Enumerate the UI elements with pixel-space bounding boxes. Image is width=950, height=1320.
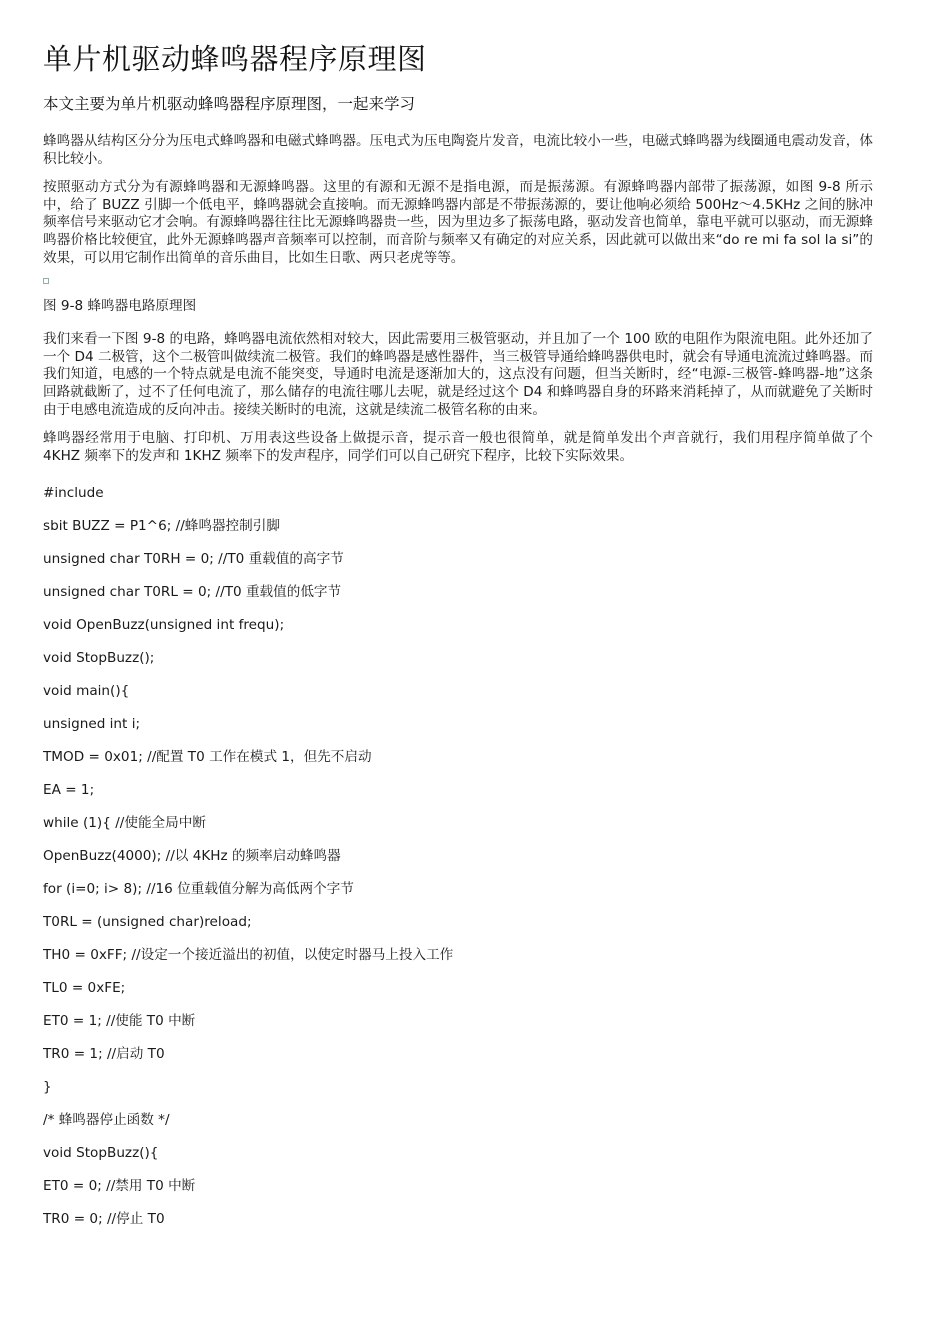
paragraph-circuit-analysis: 我们来看一下图 9-8 的电路，蜂鸣器电流依然相对较大，因此需要用三极管驱动，并且加了一个 100 欧的电阻作为限流电阻。此外还加了一个 D4 二极管，这个二极管叫做续流二极管。我们的蜂鸣器是感性器件，当三极管导通给蜂鸣器供电时，就会有导通电流流过蜂鸣器。而我们知道，电感的一个特点就是电流不能突变，导通时电流是逐渐加大的，这点没有问题，但当关断时，经“电源-三极管-蜂鸣器-地”这条回路就截断了，过不了任何电流了，那么储存的电流往哪儿去呢，就是经过这个 D4 和蜂鸣器自身的环路来消耗掉了，从而就避免了关断时由于电感电流造成的反向冲击。接续关断时的电流，这就是续流二极管名称的由来。	[43, 331, 873, 418]
code-line: /* 蜂鸣器停止函数 */	[43, 1112, 170, 1129]
page-subtitle: 本文主要为单片机驱动蜂鸣器程序原理图，一起来学习	[43, 95, 416, 113]
code-line: while (1){ //使能全局中断	[43, 815, 206, 832]
code-line: TR0 = 0; //停止 T0	[43, 1211, 165, 1228]
code-line: TL0 = 0xFE;	[43, 980, 126, 997]
code-line: void StopBuzz(){	[43, 1145, 159, 1162]
code-line: unsigned int i;	[43, 716, 141, 733]
page-title: 单片机驱动蜂鸣器程序原理图	[43, 42, 427, 76]
code-line: void main(){	[43, 683, 130, 700]
paragraph-buzzer-types: 蜂鸣器从结构区分分为压电式蜂鸣器和电磁式蜂鸣器。压电式为压电陶瓷片发音，电流比较小一些，电磁式蜂鸣器为线圈通电震动发音，体积比较小。	[43, 133, 873, 167]
code-line: unsigned char T0RL = 0; //T0 重载值的低字节	[43, 584, 342, 601]
code-line: }	[43, 1079, 52, 1096]
code-listing	[43, 484, 873, 1228]
figure-caption: 图 9-8 蜂鸣器电路原理图	[43, 298, 197, 315]
code-line: ET0 = 1; //使能 T0 中断	[43, 1013, 196, 1030]
code-line: TH0 = 0xFF; //设定一个接近溢出的初值，以使定时器马上投入工作	[43, 947, 454, 964]
code-line: unsigned char T0RH = 0; //T0 重载值的高字节	[43, 551, 344, 568]
paragraph-drive-modes: 按照驱动方式分为有源蜂鸣器和无源蜂鸣器。这里的有源和无源不是指电源，而是振荡源。有源蜂鸣器内部带了振荡源，如图 9-8 所示中，给了 BUZZ 引脚一个低电平，蜂鸣器就会直接响。而无源蜂鸣器内部是不带振荡源的，要让他响必须给 500Hz～4.5KHz 之间的脉冲频率信号来驱动它才会响。有源蜂鸣器往往比无源蜂鸣器贵一些，因为里边多了振荡电路，驱动发音也简单，靠电平就可以驱动，而无源蜂鸣器价格比较便宜，此外无源蜂鸣器声音频率可以控制，而音阶与频率又有确定的对应关系，因此就可以做出来“do re mi fa sol la si”的效果，可以用它制作出简单的音乐曲目，比如生日歌、两只老虎等等。	[43, 179, 873, 266]
code-line: #include	[43, 485, 104, 502]
code-line: T0RL = (unsigned char)reload;	[43, 914, 252, 931]
code-line: EA = 1;	[43, 782, 95, 799]
code-line: void OpenBuzz(unsigned int frequ);	[43, 617, 285, 634]
paragraph-usage: 蜂鸣器经常用于电脑、打印机、万用表这些设备上做提示音，提示音一般也很简单，就是简单发出个声音就行，我们用程序简单做了个 4KHZ 频率下的发声和 1KHZ 频率下的发声程序，同学们可以自己研究下程序，比较下实际效果。	[43, 430, 873, 464]
code-line: OpenBuzz(4000); //以 4KHz 的频率启动蜂鸣器	[43, 848, 341, 865]
figure-image-placeholder	[43, 278, 49, 284]
code-line: TR0 = 1; //启动 T0	[43, 1046, 165, 1063]
code-line: TMOD = 0x01; //配置 T0 工作在模式 1，但先不启动	[43, 749, 372, 766]
document-page	[43, 38, 873, 1243]
code-line: void StopBuzz();	[43, 650, 155, 667]
code-line: sbit BUZZ = P1^6; //蜂鸣器控制引脚	[43, 518, 280, 535]
code-line: ET0 = 0; //禁用 T0 中断	[43, 1178, 196, 1195]
code-line: for (i=0; i> 8); //16 位重载值分解为高低两个字节	[43, 881, 354, 898]
